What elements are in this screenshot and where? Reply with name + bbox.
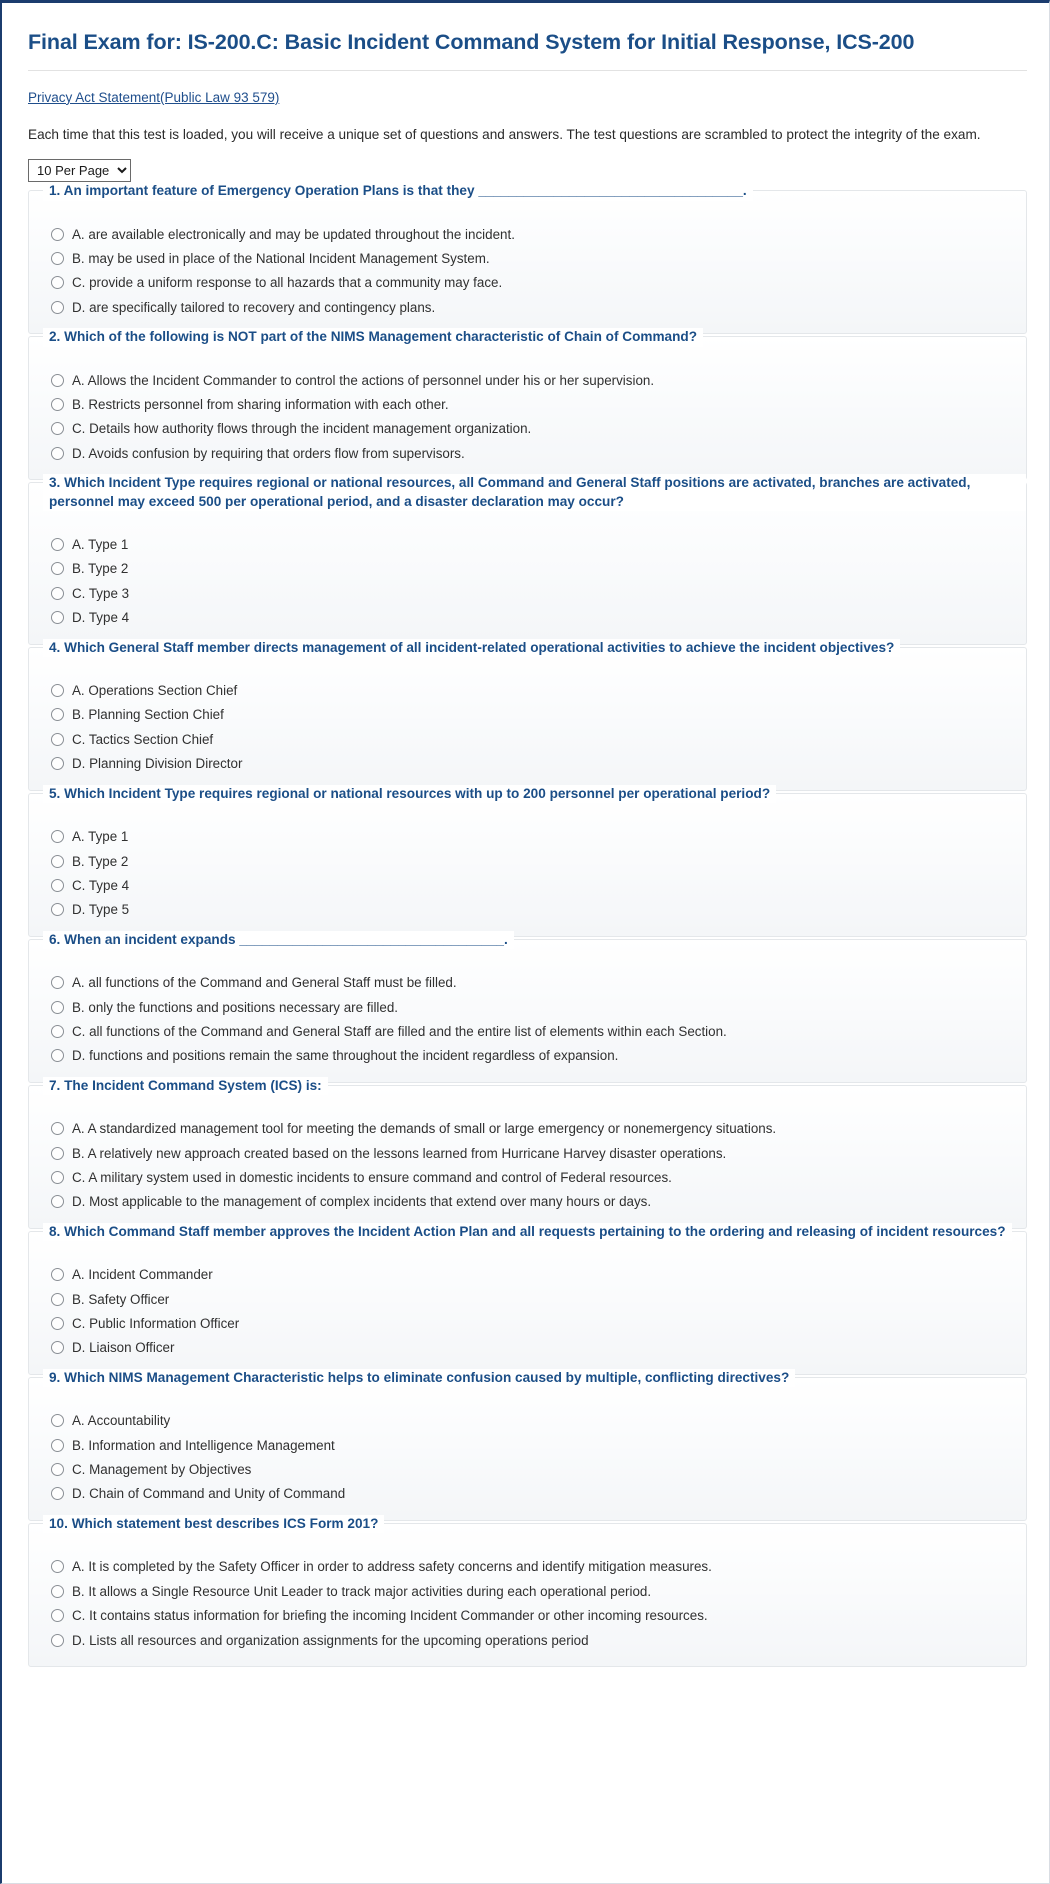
answer-option-label: B. Planning Section Chief: [72, 707, 224, 723]
answer-option-label: B. A relatively new approach created based on the lessons learned from Hurricane Harvey disaster operations.: [72, 1145, 727, 1161]
radio-button-icon[interactable]: [51, 976, 64, 989]
question-prompt: [43, 931, 514, 949]
answer-options: [29, 1266, 1026, 1357]
answer-option-label: A. all functions of the Command and General Staff must be filled.: [72, 975, 457, 991]
question-number: 5.: [49, 785, 61, 801]
answer-options: [29, 1558, 1026, 1649]
radio-button-icon[interactable]: [51, 611, 64, 624]
radio-button-icon[interactable]: [51, 587, 64, 600]
answer-option-label: D. functions and positions remain the same throughout the incident regardless of expansion.: [72, 1048, 619, 1064]
answer-option[interactable]: [51, 1632, 1026, 1649]
answer-option-label: B. Type 2: [72, 561, 129, 577]
radio-button-icon[interactable]: [51, 422, 64, 435]
question-prompt: [43, 639, 900, 657]
questions-list: [28, 183, 1027, 1667]
answer-option-label: B. may be used in place of the National Incident Management System.: [72, 251, 490, 267]
answer-option-label: A. Incident Commander: [72, 1267, 213, 1283]
answer-option[interactable]: [51, 609, 1026, 626]
radio-button-icon[interactable]: [51, 562, 64, 575]
answer-option[interactable]: [51, 445, 1026, 462]
question-block: [28, 1077, 1027, 1229]
answer-option[interactable]: [51, 1291, 1026, 1308]
question-text: Which statement best describes ICS Form 201?: [71, 1515, 379, 1531]
answer-option[interactable]: [51, 1339, 1026, 1356]
answer-option-label: B. Type 2: [72, 853, 129, 869]
radio-button-icon[interactable]: [51, 1609, 64, 1622]
question-block: [28, 475, 1027, 644]
answer-option-label: A. A standardized management tool for meeting the demands of small or large emergency or nonemergency situations.: [72, 1121, 777, 1137]
answer-option-label: D. Planning Division Director: [72, 756, 243, 772]
radio-button-icon[interactable]: [51, 1025, 64, 1038]
answer-option[interactable]: [51, 974, 1026, 991]
answer-option[interactable]: [51, 1120, 1026, 1137]
answer-option[interactable]: [51, 1047, 1026, 1064]
exam-intro-text: Each time that this test is loaded, you will receive a unique set of questions and answers. The test questions are scrambled to protect the integrity of the exam.: [28, 126, 981, 142]
answer-option[interactable]: [51, 250, 1026, 267]
question-text: When an incident expands ___________________________________.: [64, 931, 508, 947]
radio-button-icon[interactable]: [51, 1122, 64, 1135]
answer-option-label: C. Tactics Section Chief: [72, 731, 214, 747]
answer-option[interactable]: [51, 706, 1026, 723]
question-number: 2.: [49, 329, 61, 345]
answer-option-label: B. only the functions and positions necessary are filled.: [72, 999, 399, 1015]
answer-option-label: C. provide a uniform response to all hazards that a community may face.: [72, 275, 503, 291]
question-prompt: [43, 328, 703, 346]
radio-button-icon[interactable]: [51, 903, 64, 916]
answer-option-label: B. Information and Intelligence Management: [72, 1437, 335, 1453]
answer-option[interactable]: [51, 901, 1026, 918]
question-text: The Incident Command System (ICS) is:: [64, 1077, 322, 1093]
answer-option[interactable]: [51, 420, 1026, 437]
answer-option-label: A. Operations Section Chief: [72, 683, 238, 699]
answer-option[interactable]: [51, 999, 1026, 1016]
radio-button-icon[interactable]: [51, 538, 64, 551]
question-block: [28, 1515, 1027, 1667]
privacy-act-statement-link[interactable]: Privacy Act Statement(Public Law 93 579): [28, 89, 280, 105]
question-prompt: [43, 1515, 384, 1533]
radio-button-icon[interactable]: [51, 684, 64, 697]
answer-options: [29, 1120, 1026, 1211]
answer-option[interactable]: [51, 1485, 1026, 1502]
answer-option-label: D. Most applicable to the management of complex incidents that extend over many hours or days.: [72, 1194, 652, 1210]
answer-options: [29, 536, 1026, 627]
answer-options: [29, 372, 1026, 463]
radio-button-icon[interactable]: [51, 1439, 64, 1452]
radio-button-icon[interactable]: [51, 447, 64, 460]
answer-option[interactable]: [51, 682, 1026, 699]
question-text: An important feature of Emergency Operation Plans is that they ___________________________________.: [63, 183, 747, 199]
answer-option-label: D. Type 5: [72, 902, 130, 918]
answer-option-label: C. A military system used in domestic incidents to ensure command and control of Federal resources.: [72, 1169, 672, 1185]
answer-option[interactable]: [51, 372, 1026, 389]
question-text: Which Incident Type requires regional or national resources with up to 200 personnel per operational period?: [64, 785, 771, 801]
answer-option-label: A. It is completed by the Safety Officer in order to address safety concerns and identify mitigation measures.: [72, 1559, 712, 1575]
question-block: [28, 1223, 1027, 1375]
radio-button-icon[interactable]: [51, 1634, 64, 1647]
answer-option[interactable]: [51, 1583, 1026, 1600]
question-text: Which NIMS Management Characteristic helps to eliminate confusion caused by multiple, conflicting directives?: [64, 1369, 790, 1385]
answer-option[interactable]: [51, 560, 1026, 577]
page-title: Final Exam for: IS-200.C: Basic Incident Command System for Initial Response, ICS-200: [28, 30, 915, 54]
answer-option[interactable]: [51, 1412, 1026, 1429]
question-block: [28, 931, 1027, 1083]
answer-option-label: A. Allows the Incident Commander to control the actions of personnel under his or her supervision.: [72, 372, 655, 388]
question-block: [28, 329, 1027, 480]
radio-button-icon[interactable]: [51, 757, 64, 770]
answer-option-label: C. It contains status information for briefing the incoming Incident Commander or other incoming resources.: [72, 1608, 708, 1624]
radio-button-icon[interactable]: [51, 1147, 64, 1160]
question-block: [28, 183, 1027, 334]
question-text: Which Command Staff member approves the Incident Action Plan and all requests pertaining to the ordering and releasing of incident resources?: [64, 1223, 1006, 1239]
question-block: [28, 785, 1027, 937]
per-page-select[interactable]: [28, 159, 131, 182]
question-number: 1.: [49, 183, 61, 199]
question-number: 4.: [49, 639, 61, 655]
question-number: 9.: [49, 1369, 61, 1385]
answer-option[interactable]: [51, 1437, 1026, 1454]
answer-option[interactable]: [51, 1607, 1026, 1624]
question-number: 8.: [49, 1223, 61, 1239]
answer-options: [29, 1412, 1026, 1503]
radio-button-icon[interactable]: [51, 228, 64, 241]
title-divider: [28, 70, 1027, 71]
question-prompt: [43, 182, 753, 200]
answer-option-label: C. Type 4: [72, 877, 130, 893]
answer-option-label: D. Type 4: [72, 610, 130, 626]
answer-option-label: D. Lists all resources and organization assignments for the upcoming operations period: [72, 1632, 589, 1648]
radio-button-icon[interactable]: [51, 879, 64, 892]
answer-option[interactable]: [51, 828, 1026, 845]
radio-button-icon[interactable]: [51, 252, 64, 265]
radio-button-icon[interactable]: [51, 301, 64, 314]
radio-button-icon[interactable]: [51, 708, 64, 721]
question-prompt: [43, 785, 776, 803]
question-text: Which Incident Type requires regional or national resources, all Command and General Staff positions are activated, branches are activated, personnel may exceed 500 per operational period, and a disaster declaration may occur?: [49, 475, 971, 509]
answer-option[interactable]: [51, 731, 1026, 748]
answer-option[interactable]: [51, 226, 1026, 243]
radio-button-icon[interactable]: [51, 733, 64, 746]
answer-option-label: D. are specifically tailored to recovery and contingency plans.: [72, 299, 436, 315]
answer-option-label: A. Accountability: [72, 1413, 171, 1429]
radio-button-icon[interactable]: [51, 830, 64, 843]
answer-option-label: B. It allows a Single Resource Unit Leader to track major activities during each operational period.: [72, 1583, 652, 1599]
question-number: 6.: [49, 931, 61, 947]
radio-button-icon[interactable]: [51, 1049, 64, 1062]
answer-options: [29, 682, 1026, 773]
question-number: 7.: [49, 1077, 61, 1093]
answer-option[interactable]: [51, 755, 1026, 772]
answer-option[interactable]: [51, 1315, 1026, 1332]
radio-button-icon[interactable]: [51, 1414, 64, 1427]
question-prompt: [43, 1223, 1012, 1241]
answer-option[interactable]: [51, 1266, 1026, 1283]
answer-option-label: A. Type 1: [72, 829, 129, 845]
answer-option[interactable]: [51, 1461, 1026, 1478]
answer-option-label: C. Details how authority flows through the incident management organization.: [72, 421, 532, 437]
answer-option-label: C. Management by Objectives: [72, 1462, 252, 1478]
answer-option[interactable]: [51, 853, 1026, 870]
question-prompt: [43, 1369, 795, 1387]
radio-button-icon[interactable]: [51, 1341, 64, 1354]
answer-option[interactable]: [51, 299, 1026, 316]
radio-button-icon[interactable]: [51, 1293, 64, 1306]
question-block: [28, 639, 1027, 791]
radio-button-icon[interactable]: [51, 1001, 64, 1014]
radio-button-icon[interactable]: [51, 1585, 64, 1598]
question-prompt: [43, 474, 1026, 511]
radio-button-icon[interactable]: [51, 276, 64, 289]
answer-option[interactable]: [51, 1169, 1026, 1186]
answer-option[interactable]: [51, 1558, 1026, 1575]
radio-button-icon[interactable]: [51, 1317, 64, 1330]
answer-option[interactable]: [51, 536, 1026, 553]
answer-options: [29, 974, 1026, 1065]
radio-button-icon[interactable]: [51, 1195, 64, 1208]
answer-option-label: A. Type 1: [72, 537, 129, 553]
radio-button-icon[interactable]: [51, 1268, 64, 1281]
answer-option-label: B. Restricts personnel from sharing information with each other.: [72, 397, 449, 413]
per-page-control: [28, 159, 1027, 182]
question-text: Which General Staff member directs management of all incident-related operational activities to achieve the incident objectives?: [64, 639, 895, 655]
answer-option-label: B. Safety Officer: [72, 1291, 170, 1307]
question-block: [28, 1369, 1027, 1521]
radio-button-icon[interactable]: [51, 374, 64, 387]
answer-option-label: D. Liaison Officer: [72, 1340, 175, 1356]
answer-options: [29, 226, 1026, 317]
question-number: 10.: [49, 1515, 68, 1531]
answer-option-label: C. all functions of the Command and General Staff are filled and the entire list of elements within each Section.: [72, 1023, 727, 1039]
question-number: 3.: [49, 475, 61, 491]
answer-option[interactable]: [51, 1193, 1026, 1210]
answer-option[interactable]: [51, 1023, 1026, 1040]
radio-button-icon[interactable]: [51, 1171, 64, 1184]
radio-button-icon[interactable]: [51, 855, 64, 868]
answer-option-label: A. are available electronically and may be updated throughout the incident.: [72, 226, 515, 242]
answer-option-label: C. Type 3: [72, 585, 130, 601]
answer-option-label: D. Avoids confusion by requiring that orders flow from supervisors.: [72, 445, 465, 461]
radio-button-icon[interactable]: [51, 1560, 64, 1573]
answer-option-label: C. Public Information Officer: [72, 1316, 240, 1332]
answer-option-label: D. Chain of Command and Unity of Command: [72, 1486, 346, 1502]
answer-option[interactable]: [51, 396, 1026, 413]
radio-button-icon[interactable]: [51, 1487, 64, 1500]
answer-option[interactable]: [51, 1145, 1026, 1162]
radio-button-icon[interactable]: [51, 398, 64, 411]
answer-option[interactable]: [51, 274, 1026, 291]
question-prompt: [43, 1077, 328, 1095]
radio-button-icon[interactable]: [51, 1463, 64, 1476]
answer-option[interactable]: [51, 585, 1026, 602]
question-text: Which of the following is NOT part of the NIMS Management characteristic of Chain of Command?: [64, 329, 698, 345]
answer-options: [29, 828, 1026, 919]
answer-option[interactable]: [51, 877, 1026, 894]
